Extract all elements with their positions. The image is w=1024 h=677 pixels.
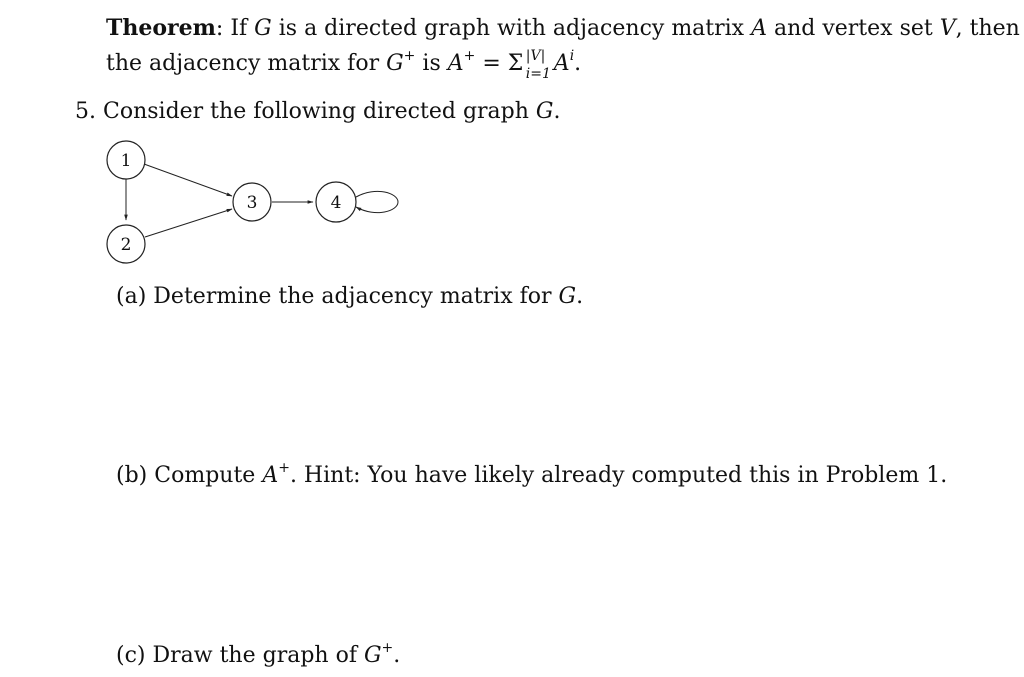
part-b-plus: + — [278, 460, 290, 476]
edge-4-4-loop — [356, 191, 398, 212]
var-G-plus: G — [386, 51, 404, 76]
part-c-text: Draw the graph of — [152, 643, 357, 668]
part-a-text: Determine the adjacency matrix for — [153, 284, 552, 309]
theorem-text-1: If — [230, 16, 248, 41]
var-A-i: A — [553, 51, 570, 76]
theorem-text-4: , then — [955, 16, 1020, 41]
part-c-var: G — [363, 643, 382, 668]
var-G: G — [254, 16, 272, 41]
theorem-label: Theorem — [106, 15, 216, 41]
theorem-line-1 — [106, 14, 1020, 43]
theorem-line-2 — [106, 50, 581, 80]
sigma-symbol: Σ — [507, 51, 524, 76]
problem-period: . — [553, 99, 561, 124]
node-3 — [233, 183, 271, 221]
problem-number: 5. — [75, 99, 96, 124]
theorem-text-2: is a directed graph with adjacency matrix — [278, 16, 745, 41]
part-b — [116, 462, 947, 492]
plus-superscript: + — [403, 48, 416, 64]
summation — [507, 48, 554, 82]
equals-sign: = — [482, 51, 501, 76]
part-a-end: . — [576, 284, 584, 309]
node-4-label: 4 — [330, 193, 342, 213]
exponent-i: i — [569, 48, 575, 64]
part-c-label: (c) — [116, 643, 146, 668]
problem-statement — [75, 98, 560, 126]
node-4 — [316, 182, 356, 222]
theorem-colon: : — [215, 16, 224, 41]
part-b-var: A — [262, 463, 279, 488]
part-a-label: (a) — [116, 284, 147, 309]
var-A-plus: A — [447, 51, 464, 76]
part-c-end: . — [393, 643, 401, 668]
var-V: V — [939, 16, 956, 41]
graph-name: G — [535, 99, 554, 124]
part-c-plus: + — [381, 640, 394, 656]
part-c — [116, 642, 400, 672]
sum-lower-limit: i=1 — [525, 66, 551, 82]
theorem-line2-text: the adjacency matrix for — [106, 51, 380, 76]
node-2-label: 2 — [120, 235, 132, 255]
node-1 — [107, 141, 145, 179]
node-1-label: 1 — [120, 151, 132, 171]
theorem-is: is — [422, 51, 441, 76]
part-b-text-1: Compute — [154, 463, 256, 488]
edge-1-3 — [144, 164, 232, 196]
part-a — [116, 283, 583, 311]
theorem-period: . — [574, 51, 582, 76]
node-3-label: 3 — [246, 193, 258, 213]
edge-2-3 — [145, 209, 232, 237]
directed-graph — [90, 130, 420, 280]
var-A: A — [751, 16, 767, 41]
sum-upper-limit: |V| — [525, 48, 546, 64]
plus-superscript-2: + — [463, 48, 476, 64]
part-a-var: G — [558, 284, 577, 309]
node-2 — [107, 225, 145, 263]
part-b-text-2: . Hint: You have likely already computed this in Problem 1. — [289, 463, 948, 488]
problem-text: Consider the following directed graph — [103, 99, 529, 124]
theorem-text-3: and vertex set — [773, 16, 933, 41]
part-b-label: (b) — [116, 463, 148, 488]
